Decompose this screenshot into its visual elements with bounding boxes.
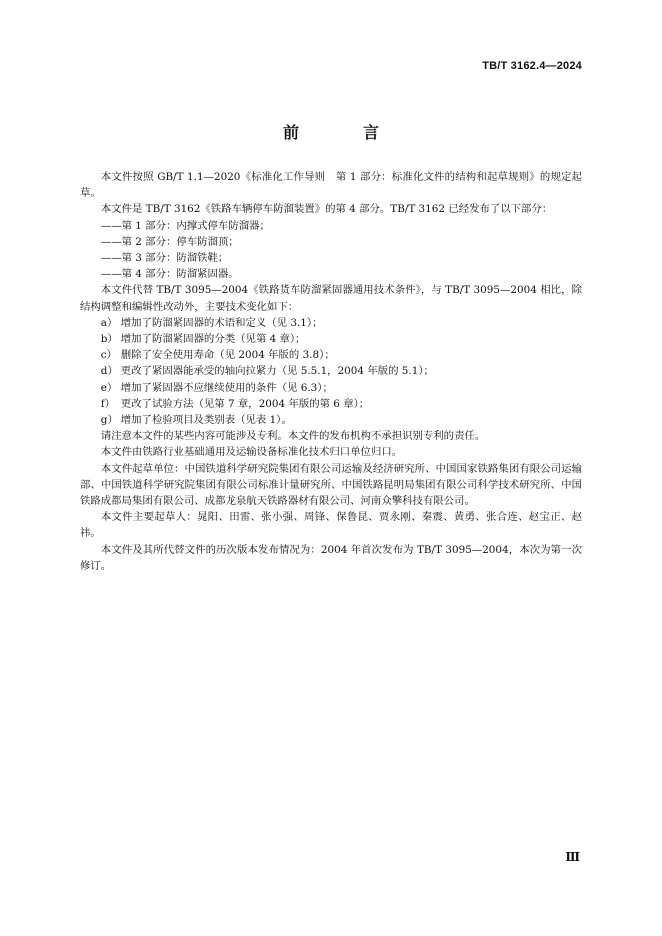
- change-mark: e）: [100, 381, 118, 394]
- change-item: [80, 363, 582, 379]
- foreword-body: [80, 169, 582, 574]
- part-list-item: ——第 4 部分：防溜紧固器。: [100, 268, 239, 281]
- change-mark: c）: [100, 349, 118, 362]
- paragraph-series-info: 本文件是 TB/T 3162《铁路车辆停车防溜装置》的第 4 部分。TB/T 3162 已经发布了以下部分：: [100, 203, 553, 216]
- change-item: [80, 412, 582, 428]
- change-text: 删除了安全使用寿命（见 2004 年版的 3.8）；: [120, 349, 335, 362]
- change-mark: a）: [100, 316, 118, 329]
- technical-changes-list: [80, 315, 582, 428]
- page-title: 前 言: [282, 123, 403, 142]
- paragraph-patent-notice: 请注意本文件的某些内容可能涉及专利。本文件的发布机构不承担识别专利的责任。: [100, 430, 486, 443]
- paragraph-drafting-basis: 本文件按照 GB/T 1.1—2020《标准化工作导则 第 1 部分：标准化文件的结构和起草规则》的规定起草。: [80, 171, 582, 200]
- change-item: [80, 331, 582, 347]
- standard-code: TB/T 3162.4—2024: [482, 60, 582, 72]
- part-list-item: ——第 2 部分：停车防溜顶；: [100, 235, 239, 248]
- change-item: [80, 315, 582, 331]
- change-item: [80, 396, 582, 412]
- change-item: [80, 380, 582, 396]
- change-text: 更改了紧固器能承受的轴向拉紧力（见 5.5.1，2004 年版的 5.1）；: [120, 365, 434, 378]
- change-text: 增加了紧固器不应继续使用的条件（见 6.3）；: [120, 381, 333, 394]
- change-mark: f）: [100, 397, 116, 410]
- part-list-item: ——第 3 部分：防溜铁鞋；: [100, 252, 229, 265]
- page-number: Ⅲ: [565, 850, 580, 864]
- paragraph-drafters: 本文件主要起草人：晁阳、田雷、张小强、周锋、保鲁昆、贾永刚、秦震、黄勇、张合连、赵宝正、赵祎。: [80, 511, 582, 540]
- change-text: 更改了试验方法（见第 7 章，2004 年版的第 6 章）；: [120, 397, 370, 410]
- paragraph-replacement: 本文件代替 TB/T 3095—2004《铁路货车防溜紧固器通用技术条件》，与 TB/T 3095—2004 相比，除结构调整和编辑性改动外，主要技术变化如下：: [80, 284, 582, 313]
- change-mark: g）: [100, 414, 118, 427]
- paragraph-drafting-units: 本文件起草单位：中国铁道科学研究院集团有限公司运输及经济研究所、中国国家铁路集团有限公司运输部、中国铁道科学研究院集团有限公司标准计量研究所、中国铁路昆明局集团有限公司科学技术研究所、中国铁路成都局集团有限公司、成都龙泉航天铁路器材有限公司、河南众擎科技有限公司。: [80, 462, 582, 508]
- change-text: 增加了检验项目及类别表（见表 1）。: [120, 414, 292, 427]
- paragraph-version-history: 本文件及其所代替文件的历次版本发布情况为：2004 年首次发布为 TB/T 3095—2004，本次为第一次修订。: [80, 543, 582, 572]
- change-text: 增加了防溜紧固器的术语和定义（见 3.1）；: [120, 316, 323, 329]
- change-text: 增加了防溜紧固器的分类（见第 4 章）；: [120, 333, 306, 346]
- paragraph-responsible-unit: 本文件由铁路行业基础通用及运输设备标准化技术归口单位归口。: [100, 446, 403, 459]
- change-mark: d）: [100, 365, 118, 378]
- part-list-item: ——第 1 部分：内撑式停车防溜器；: [100, 219, 270, 232]
- change-item: [80, 347, 582, 363]
- change-mark: b）: [100, 333, 118, 346]
